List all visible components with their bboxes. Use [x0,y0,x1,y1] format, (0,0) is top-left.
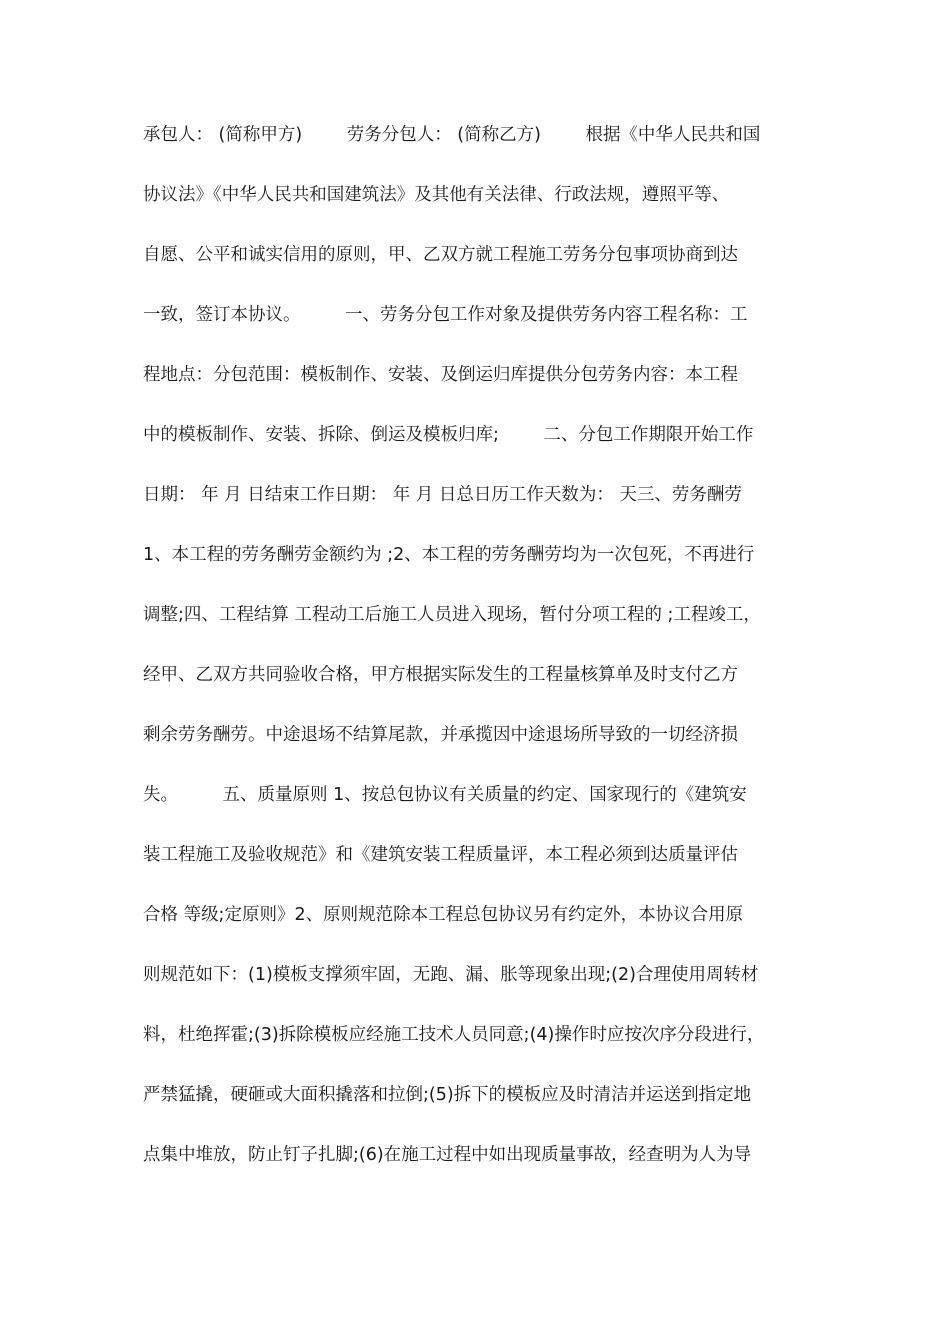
text-line: 点集中堆放，防止钉子扎脚;(6)在施工过程中如出现质量事故，经查明为人为导 [143,1145,752,1165]
document-body [143,112,823,1192]
text-line: 程地点：分包范围：模板制作、安装、及倒运归库提供分包劳务内容：本工程 [143,365,738,385]
text-line: 承包人： (简称甲方) 劳务分包人： (简称乙方) 根据《中华人民共和国 [143,125,761,145]
text-line: 合格 等级;定原则》2、原则规范除本工程总包协议另有约定外，本协议合用原 [143,905,744,925]
text-line: 一致，签订本协议。 一、劳务分包工作对象及提供劳务内容工程名称：工 [143,305,748,325]
text-line: 失。 五、质量原则 1、按总包协议有关质量的约定、国家现行的《建筑安 [143,785,747,805]
text-line: 调整;四、工程结算 工程动工后施工人员进入现场，暂付分项工程的 ;工程竣工， [143,605,761,625]
text-line: 装工程施工及验收规范》和《建筑安装工程质量评，本工程必须到达质量评估 [143,845,738,865]
text-line: 自愿、公平和诚实信用的原则，甲、乙双方就工程施工劳务分包事项协商到达 [143,245,738,265]
text-line: 则规范如下：(1)模板支撑须牢固，无跑、漏、胀等现象出现;(2)合理使用周转材 [143,965,759,985]
text-line: 1、本工程的劳务酬劳金额约为 ;2、本工程的劳务酬劳均为一次包死，不再进行 [143,545,755,565]
text-line: 中的模板制作、安装、拆除、倒运及模板归库; 二、分包工作期限开始工作 [143,425,754,445]
text-line: 料，杜绝挥霍;(3)拆除模板应经施工技术人员同意;(4)操作时应按次序分段进行， [143,1025,765,1045]
text-line: 日期： 年 月 日结束工作日期： 年 月 日总日历工作天数为： 天三、劳务酬劳 [143,485,742,505]
text-line: 经甲、乙双方共同验收合格，甲方根据实际发生的工程量核算单及时支付乙方 [143,665,738,685]
text-line: 严禁猛撬，硬砸或大面积撬落和拉倒;(5)拆下的模板应及时清洁并运送到指定地 [143,1085,752,1105]
text-line: 剩余劳务酬劳。中途退场不结算尾款，并承揽因中途退场所导致的一切经济损 [143,725,738,745]
text-line: 协议法》《中华人民共和国建筑法》及其他有关法律、行政法规，遵照平等、 [143,185,730,205]
